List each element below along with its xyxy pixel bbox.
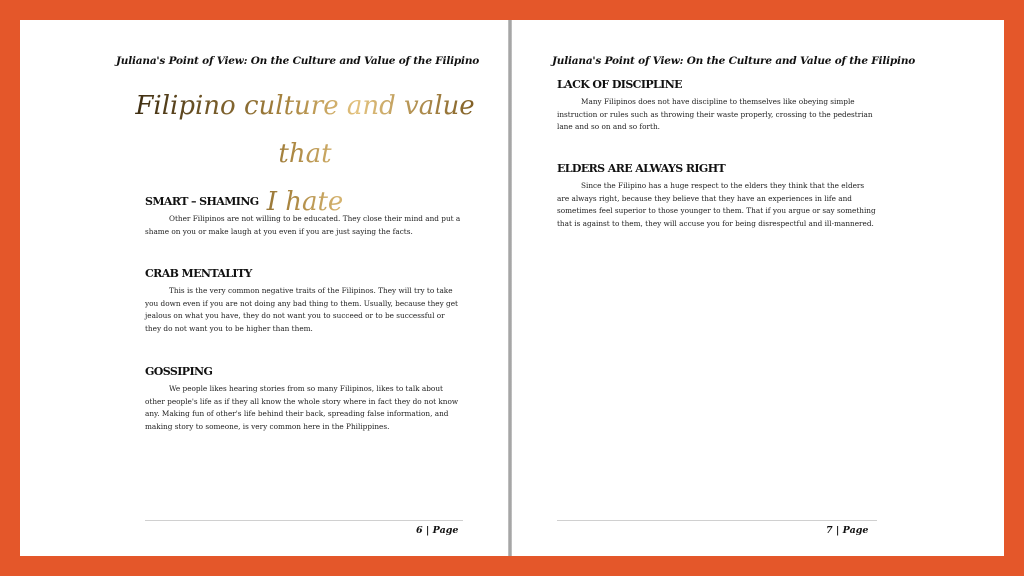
- page-number: 7 | Page: [826, 525, 869, 536]
- page-7: [512, 20, 1004, 556]
- section-paragraph: Other Filipinos are not willing to be educated. They close their mind and put a shame on you or make laugh at you even if you are just saying the facts.: [145, 214, 461, 236]
- section-smart-shaming: [145, 195, 463, 238]
- footer-rule: [557, 520, 877, 521]
- page-6: [20, 20, 508, 556]
- section-crab-mentality: [145, 267, 463, 335]
- section-paragraph: Since the Filipino has a huge respect to the elders they think that the elders are always right, because they believe that they have an experiences in life and sometimes feel superior to those younger to them. That if you argue or say something that is against to them, they will accuse you for being disrespectful and ill-mannered.: [557, 181, 876, 228]
- section-paragraph: Many Filipinos does not have discipline to themselves like obeying simple instruction or rules such as throwing their waste properly, crossing to the pedestrian lane and so on and so forth.: [557, 97, 873, 131]
- section-heading: LACK OF DISCIPLINE: [557, 78, 682, 91]
- section-heading: CRAB MENTALITY: [145, 267, 252, 280]
- title-line-2: I hate: [266, 187, 344, 217]
- section-heading: GOSSIPING: [145, 365, 213, 378]
- section-elders-are-always-right: [557, 162, 877, 230]
- page-number: 6 | Page: [416, 525, 459, 536]
- running-header: Juliana's Point of View: On the Culture and Value of the Filipino: [116, 55, 480, 67]
- section-paragraph: We people likes hearing stories from so many Filipinos, likes to talk about other people's life as if they all know the whole story where in fact they do not know any. Making fun of other's life behind their back, spreading false information, and making story to someone, is very common here in the Philippines.: [145, 384, 459, 431]
- section-gossiping: [145, 365, 463, 433]
- section-lack-of-discipline: [557, 78, 877, 134]
- footer-rule: [145, 520, 463, 521]
- section-heading: SMART – SHAMING: [145, 195, 259, 208]
- section-heading: ELDERS ARE ALWAYS RIGHT: [557, 162, 726, 175]
- running-header: Juliana's Point of View: On the Culture and Value of the Filipino: [552, 55, 916, 67]
- section-paragraph: This is the very common negative traits of the Filipinos. They will try to take you down even if you are not doing any bad thing to them. Usually, because they get jealous on what you have, they do not want you to succeed or to be successful or they do not want you to be higher than them.: [145, 286, 458, 333]
- title-line-1: Filipino culture and value that: [135, 91, 475, 169]
- document-spread: [20, 20, 1004, 556]
